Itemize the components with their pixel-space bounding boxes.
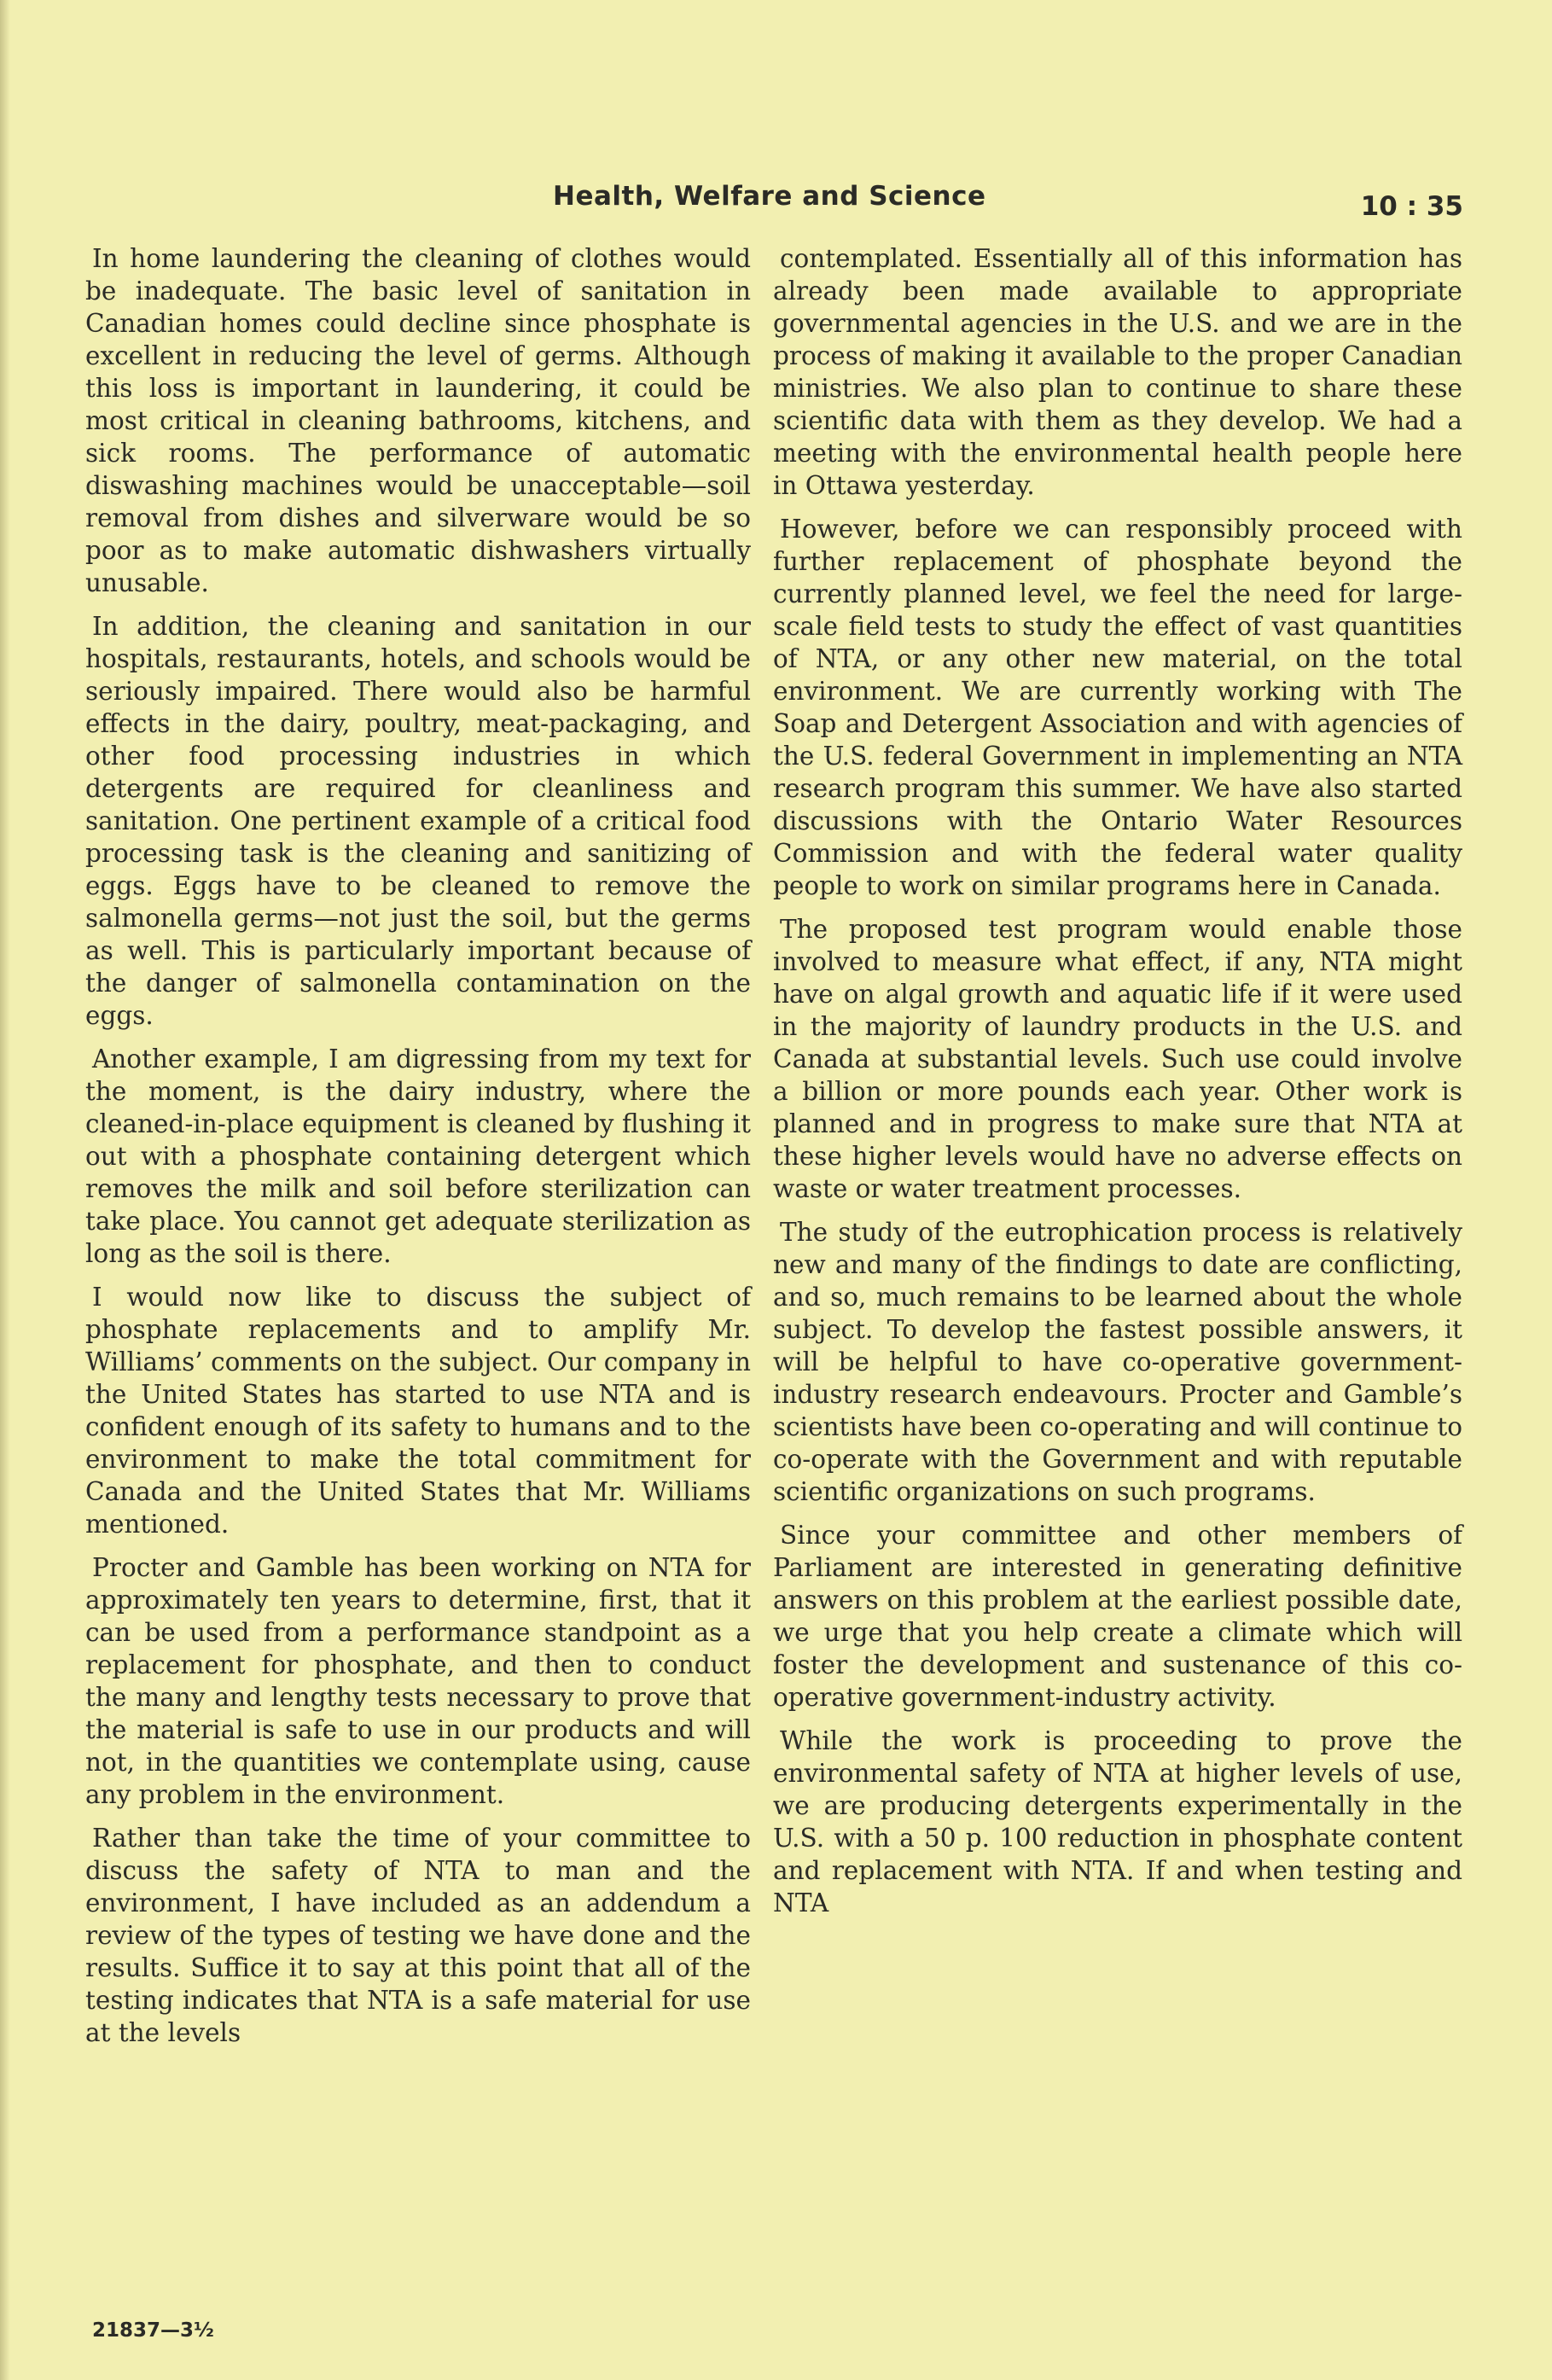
paragraph: Rather than take the time of your committee to discuss the safety of NTA to man and the environment, I have included as an addendum a review of the types of testing we have done and the results. Suffice it to say at this point that all of the testing indicates that NTA is a safe material for use at the levels xyxy=(85,1824,751,2047)
paragraph: The proposed test program would enable those involved to measure what effect, if any, NTA might have on algal growth and aquatic life if it were used in the majority of laundry products in the U.S. and Canada at substantial levels. Such use could involve a billion or more pounds each year. Other work is planned and in progress to make sure that NTA at these higher levels would have no adverse effects on waste or water treatment processes. xyxy=(773,915,1462,1203)
paragraph: Another example, I am digressing from my text for the moment, is the dairy industry, where the cleaned-in-place equipment is cleaned by flushing it out with a phosphate containing detergent which removes the milk and soil before sterilization can take place. You cannot get adequate sterilization as long as the soil is there. xyxy=(85,1045,751,1268)
paragraph: In home laundering the cleaning of clothes would be inadequate. The basic level of sanitation in Canadian homes could decline since phosphate is excellent in reducing the level of germs. Although this loss is important in laundering, it could be most critical in cleaning bathrooms, kitchens, and sick rooms. The performance of automatic diswashing machines would be unacceptable—soil removal from dishes and silverware would be so poor as to make automatic dishwashers virtually unusable. xyxy=(85,244,751,597)
printer-code: 21837—3½ xyxy=(92,2319,214,2342)
paragraph: contemplated. Essentially all of this information has already been made available to appropriate governmental agencies in the U.S. and we are in the process of making it available to the proper Canadian ministries. We also plan to continue to share these scientific data with them as they develop. We had a meeting with the environmental health people here in Ottawa yesterday. xyxy=(773,244,1462,500)
page-edge-shadow xyxy=(0,0,10,2380)
right-column xyxy=(773,242,1462,1930)
paragraph: While the work is proceeding to prove the environmental safety of NTA at higher levels of use, we are producing detergents experimentally in the U.S. with a 50 p. 100 reduction in phosphate content and replacement with NTA. If and when testing and NTA xyxy=(773,1726,1462,1917)
paragraph: I would now like to discuss the subject of phosphate replacements and to amplify Mr. Williams’ comments on the subject. Our company in the United States has started to use NTA and is confident enough of its safety to humans and to the environment to make the total commitment for Canada and the United States that Mr. Williams mentioned. xyxy=(85,1283,751,1539)
paragraph: However, before we can responsibly proceed with further replacement of phosphate beyond the currently planned level, we feel the need for large-scale field tests to study the effect of vast quantities of NTA, or any other new material, on the total environment. We are currently working with The Soap and Detergent Association and with agencies of the U.S. federal Government in implementing an NTA research program this summer. We have also started discussions with the Ontario Water Resources Commission and with the federal water quality people to work on similar programs here in Canada. xyxy=(773,515,1462,900)
left-column xyxy=(85,242,751,2060)
page-number: 10 : 35 xyxy=(1360,191,1463,222)
paragraph: Since your committee and other members of Parliament are interested in generating definitive answers on this problem at the earliest possible date, we urge that you help create a climate which will foster the development and sustenance of this co-operative government-industry activity. xyxy=(773,1521,1462,1712)
paragraph: In addition, the cleaning and sanitation in our hospitals, restaurants, hotels, and schools would be seriously impaired. There would also be harmful effects in the dairy, poultry, meat-packaging, and other food processing industries in which detergents are required for cleanliness and sanitation. One pertinent example of a critical food processing task is the cleaning and sanitizing of eggs. Eggs have to be cleaned to remove the salmonella germs—not just the soil, but the germs as well. This is particularly important because of the danger of salmonella contamination on the eggs. xyxy=(85,612,751,1030)
paragraph: Procter and Gamble has been working on NTA for approximately ten years to determine, first, that it can be used from a performance standpoint as a replacement for phosphate, and then to conduct the many and lengthy tests necessary to prove that the material is safe to use in our products and will not, in the quantities we contemplate using, cause any problem in the environment. xyxy=(85,1553,751,1809)
running-head xyxy=(0,181,1552,224)
section-title: Health, Welfare and Science xyxy=(553,181,986,212)
paragraph: The study of the eutrophication process is relatively new and many of the findings to date are conflicting, and so, much remains to be learned about the whole subject. To develop the fastest possible answers, it will be helpful to have co-operative government-industry research endeavours. Procter and Gamble’s scientists have been co-operating and will continue to co-operate with the Government and with reputable scientific organizations on such programs. xyxy=(773,1218,1463,1506)
